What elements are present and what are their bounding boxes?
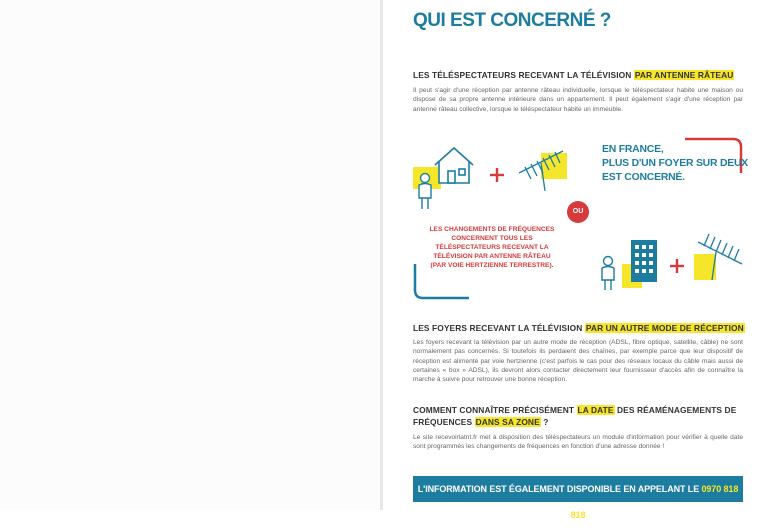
footer-text: L'INFORMATION EST ÉGALEMENT DISPONIBLE EN APPELANT LE <box>417 484 702 494</box>
person-icon <box>419 174 431 210</box>
section1-heading-text: LES TÉLÉSPECTATEURS RECEVANT LA TÉLÉVISION <box>413 70 634 80</box>
building-scene <box>598 228 758 298</box>
right-page <box>383 0 765 520</box>
section2-body: Les foyers recevant la télévision par un autre mode de réception (ADSL, fibre optique, satellite, câble) ne sont normalement pas concernés. Si toutefois ils perdaient des chaînes, par exemple parce que leur dispositif de réception est alimenté par voie hertzienne (c'est parfois le cas pour des réseaux locaux du câble mais aussi de certaines « box » ADSL), ils devront alors contacter directement leur fournisseur d'accès afin de connaître la marche à suivre pour retrouver une bonne réception. <box>413 339 743 384</box>
blank-left-page <box>0 0 380 510</box>
section3-heading-mid: DES RÉAMÉNAGEMENTS DE <box>614 405 737 415</box>
section3-heading-line2-text: FRÉQUENCES <box>413 417 475 427</box>
section3-heading-end: ? <box>540 417 549 427</box>
section2-heading-highlight: PAR UN AUTRE MODE DE RÉCEPTION <box>585 323 744 333</box>
section3-heading-line2 <box>413 417 548 427</box>
page-title: QUI EST CONCERNÉ ? <box>413 10 611 31</box>
section3-body: Le site recevoirlatnt.fr met à disposition des téléspectateurs un module d'information pour vérifier à quelle date sont programmés les changements de fréquences en fonction d'une adresse donnée ! <box>413 434 743 451</box>
foyer-line3: EST CONCERNÉ. <box>602 172 685 183</box>
plus-icon <box>670 259 684 273</box>
section1-body: Il peut s'agir d'une réception par antenne râteau individuelle, lorsque le téléspectateur habite une maison ou dispose de sa propre antenne intérieure dans un appartement. Il peut également s'agir d'une réception par antenne râteau collective, lorsque le téléspectateur habite un immeuble. <box>413 87 743 113</box>
footer-banner <box>413 476 743 520</box>
section3-heading-highlight-date: LA DATE <box>577 405 614 415</box>
foyer-line2: PLUS D'UN FOYER SUR DEUX <box>602 158 749 169</box>
footer-phone: 0970 818 818 <box>570 484 739 520</box>
section2-heading <box>413 323 745 333</box>
or-badge: OU <box>567 201 589 223</box>
building-icon <box>631 240 657 282</box>
section2-heading-text: LES FOYERS RECEVANT LA TÉLÉVISION <box>413 323 585 333</box>
house-scene <box>413 143 583 213</box>
section3-heading-highlight-zone: DANS SA ZONE <box>475 417 540 427</box>
house-icon <box>435 148 473 183</box>
section1-heading-highlight: PAR ANTENNE RÂTEAU <box>634 70 734 80</box>
changes-text: LES CHANGEMENTS DE FRÉQUENCES CONCERNENT TOUS LES TÉLÉSPECTATEURS RECEVANT LA TÉLÉVISION PAR ANTENNE RÂTEAU (PAR VOIE HERTZIENNE TERRESTRE). <box>429 226 555 269</box>
section1-heading <box>413 70 734 80</box>
foyer-line1: EN FRANCE, <box>602 144 664 155</box>
foyer-stat <box>602 143 748 185</box>
section3-heading <box>413 405 736 415</box>
plus-icon <box>490 168 504 182</box>
section3-heading-text: COMMENT CONNAÎTRE PRÉCISÉMENT <box>413 405 577 415</box>
person-icon <box>602 257 614 291</box>
